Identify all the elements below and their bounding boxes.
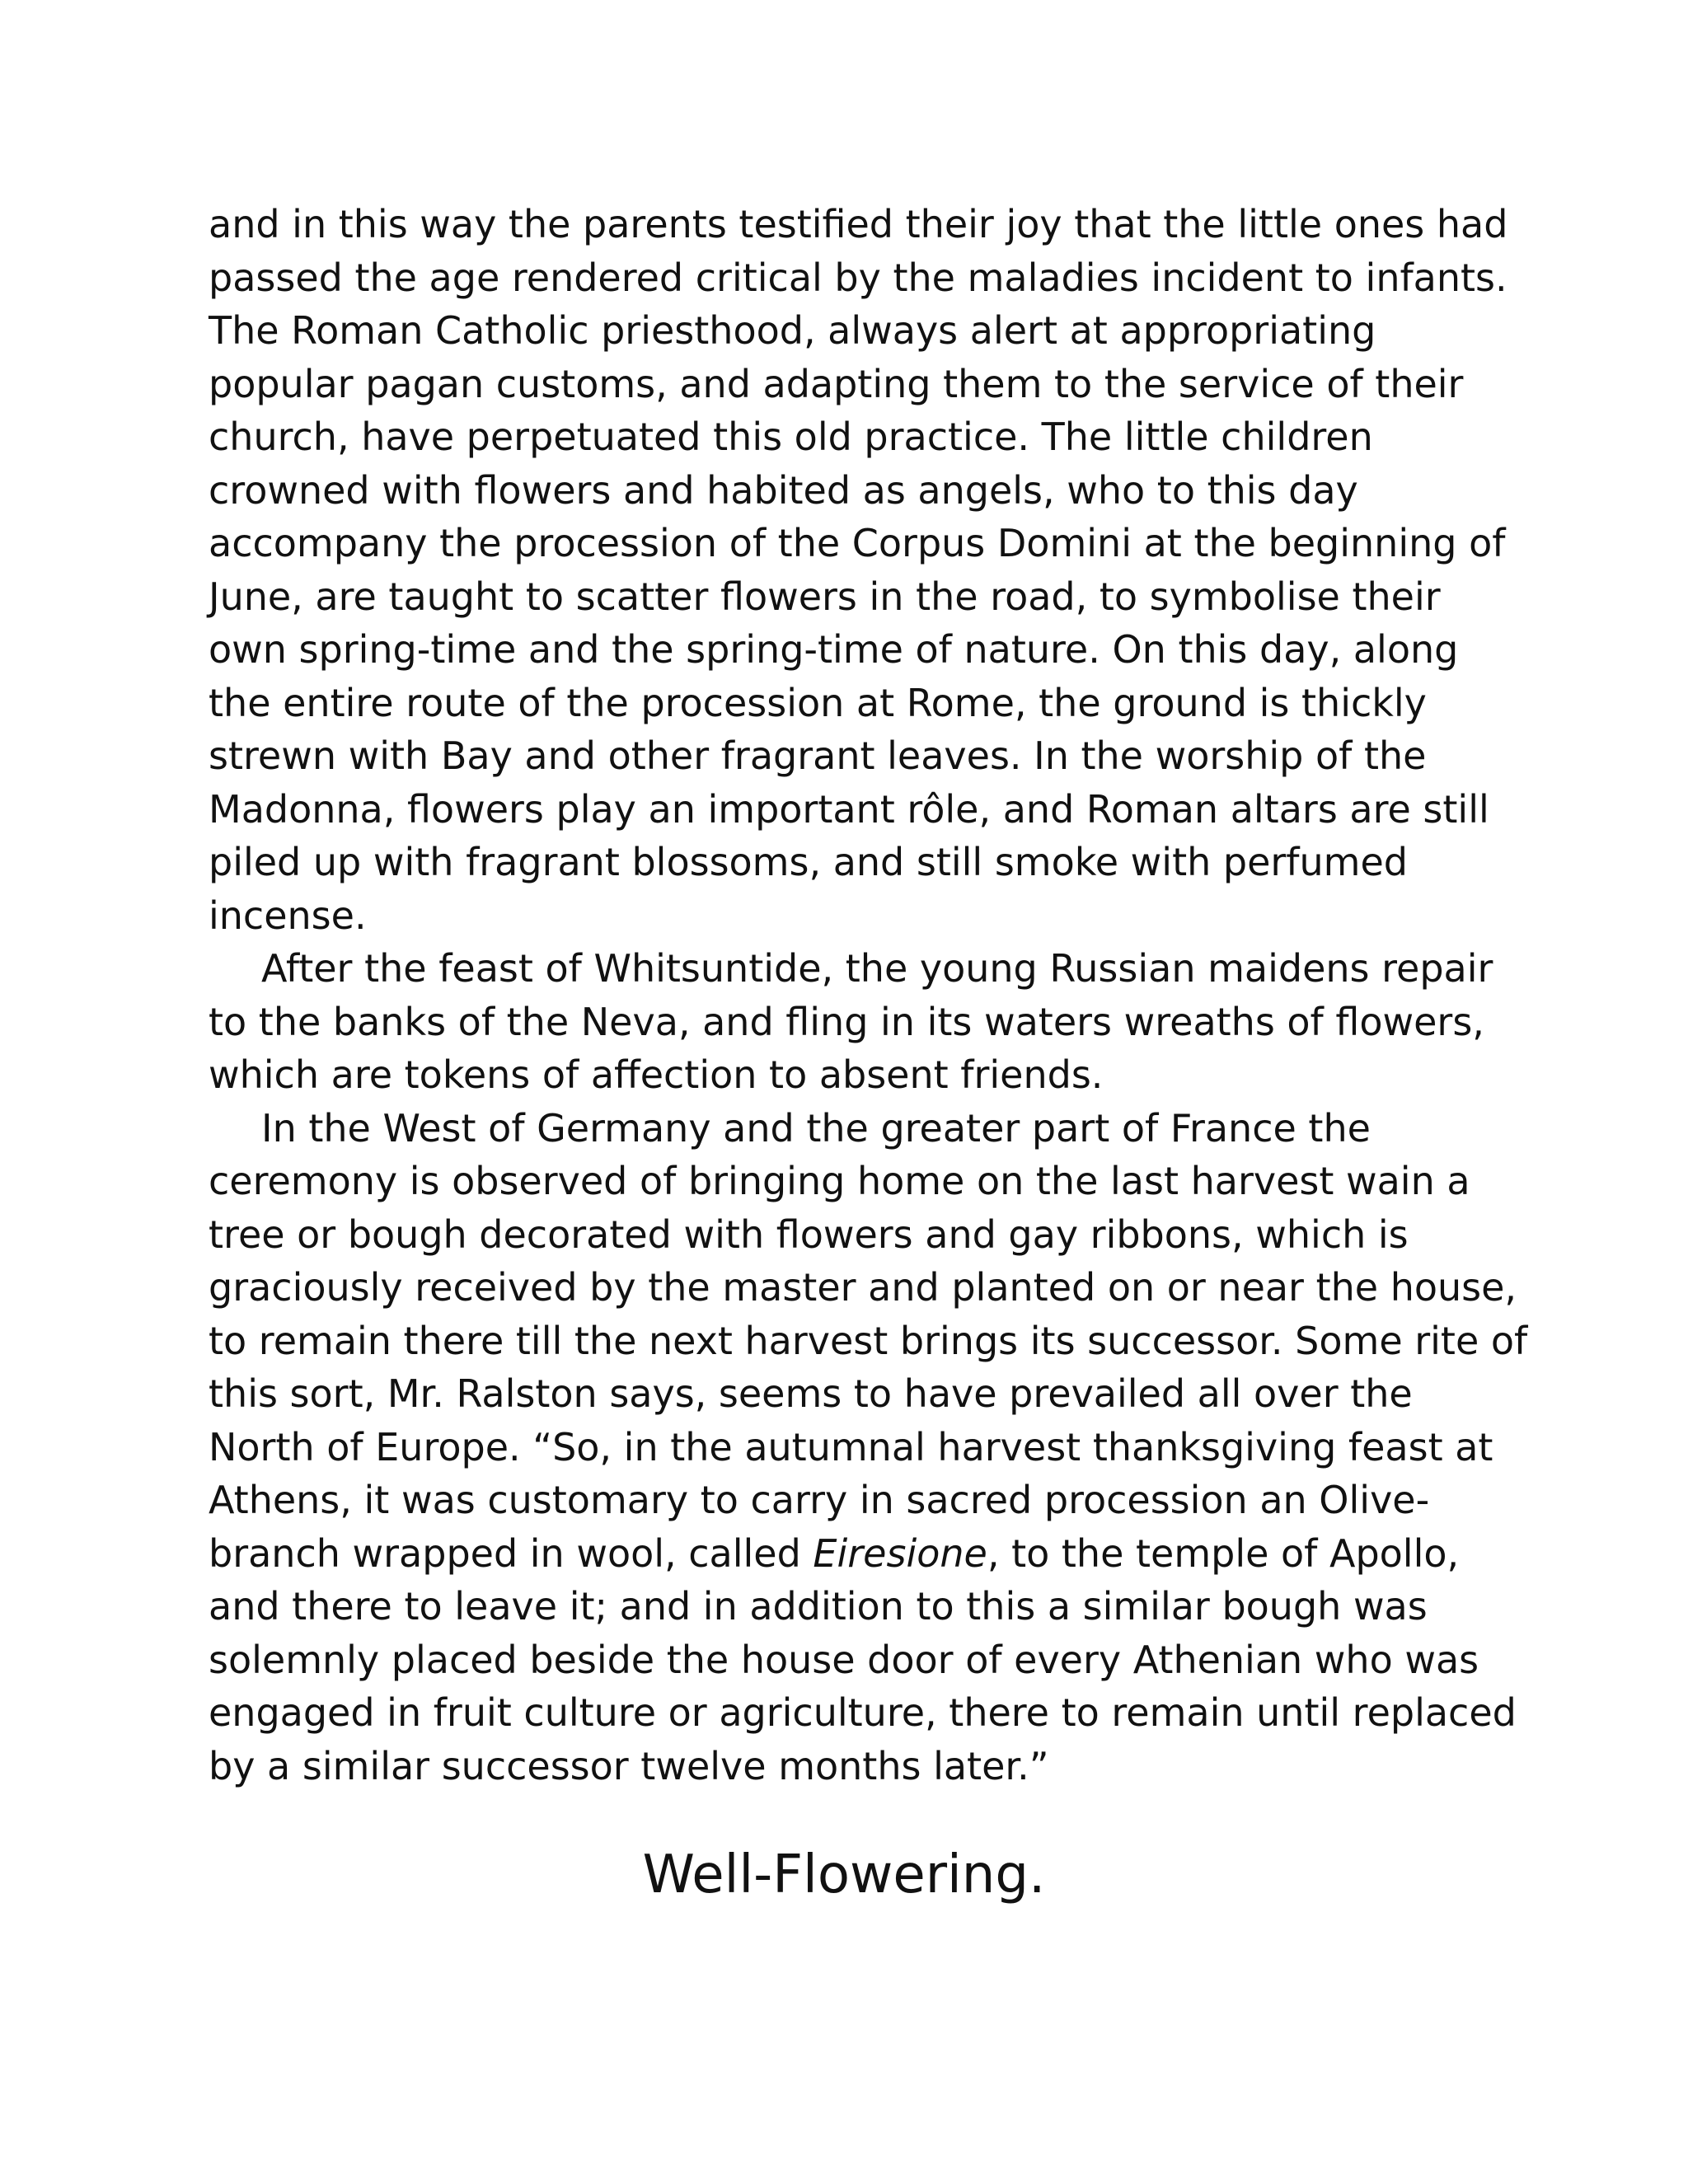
text-line: solemnly placed beside the house door of every Athenian who was [209,1637,1479,1682]
text-line: North of Europe. “So, in the autumnal harvest thanksgiving feast at [209,1424,1493,1469]
text-line: this sort, Mr. Ralston says, seems to have prevailed all over the [209,1371,1413,1416]
paragraph [209,942,1494,1102]
text-line: by a similar successor twelve months later.” [209,1743,1049,1788]
italic-term: Eiresione [813,1530,987,1576]
text-line: passed the age rendered critical by the maladies incident to infants. [209,255,1507,300]
text-line: After the feast of Whitsuntide, the young Russian maidens repair [261,946,1493,991]
text-line: piled up with fragrant blossoms, and still smoke with perfumed [209,840,1408,884]
text-line: Madonna, flowers play an important rôle, and Roman altars are still [209,786,1489,832]
text-line: strewn with Bay and other fragrant leaves. In the worship of the [209,733,1427,778]
text-line: which are tokens of affection to absent friends. [209,1052,1104,1097]
text-line: to the banks of the Neva, and fling in its waters wreaths of flowers, [209,999,1484,1044]
text-line: and there to leave it; and in addition to this a similar bough was [209,1584,1428,1629]
paragraph [209,1102,1528,1793]
text-line: June, are taught to scatter flowers in the road, to symbolise their [209,574,1441,619]
text-line: popular pagan customs, and adapting them to the service of their [209,361,1464,406]
text-line: own spring-time and the spring-time of nature. On this day, along [209,627,1459,672]
text-line: to remain there till the next harvest brings its successor. Some rite of [209,1318,1528,1363]
text-line: and in this way the parents testified their joy that the little ones had [209,202,1508,246]
text-fragment: , to the temple of Apollo, [987,1530,1460,1576]
text-line: ceremony is observed of bringing home on the last harvest wain a [209,1159,1470,1203]
text-line: incense. [209,893,367,938]
text-line: tree or bough decorated with flowers and gay ribbons, which is [209,1212,1409,1257]
text-line: accompany the procession of the Corpus Domini at the beginning of [209,521,1506,565]
text-line: church, have perpetuated this old practice. The little children [209,415,1373,459]
text-line: graciously received by the master and planted on or near the house, [209,1265,1517,1310]
text-line: the entire route of the procession at Rome, the ground is thickly [209,680,1427,725]
text-fragment: branch wrapped in wool, called [209,1530,814,1576]
body-text [209,198,1528,1793]
text-line: crowned with flowers and habited as angels, who to this day [209,467,1358,513]
text-line [209,1527,1494,1581]
text-line: The Roman Catholic priesthood, always alert at appropriating [209,308,1376,353]
text-line: In the West of Germany and the greater part of France the [261,1105,1371,1151]
section-heading: Well-Flowering. [642,1844,1046,1905]
paragraph [209,198,1508,942]
text-line: Athens, it was customary to carry in sacred procession an Olive- [209,1478,1430,1522]
text-line: engaged in fruit culture or agriculture, there to remain until replaced [209,1690,1517,1735]
